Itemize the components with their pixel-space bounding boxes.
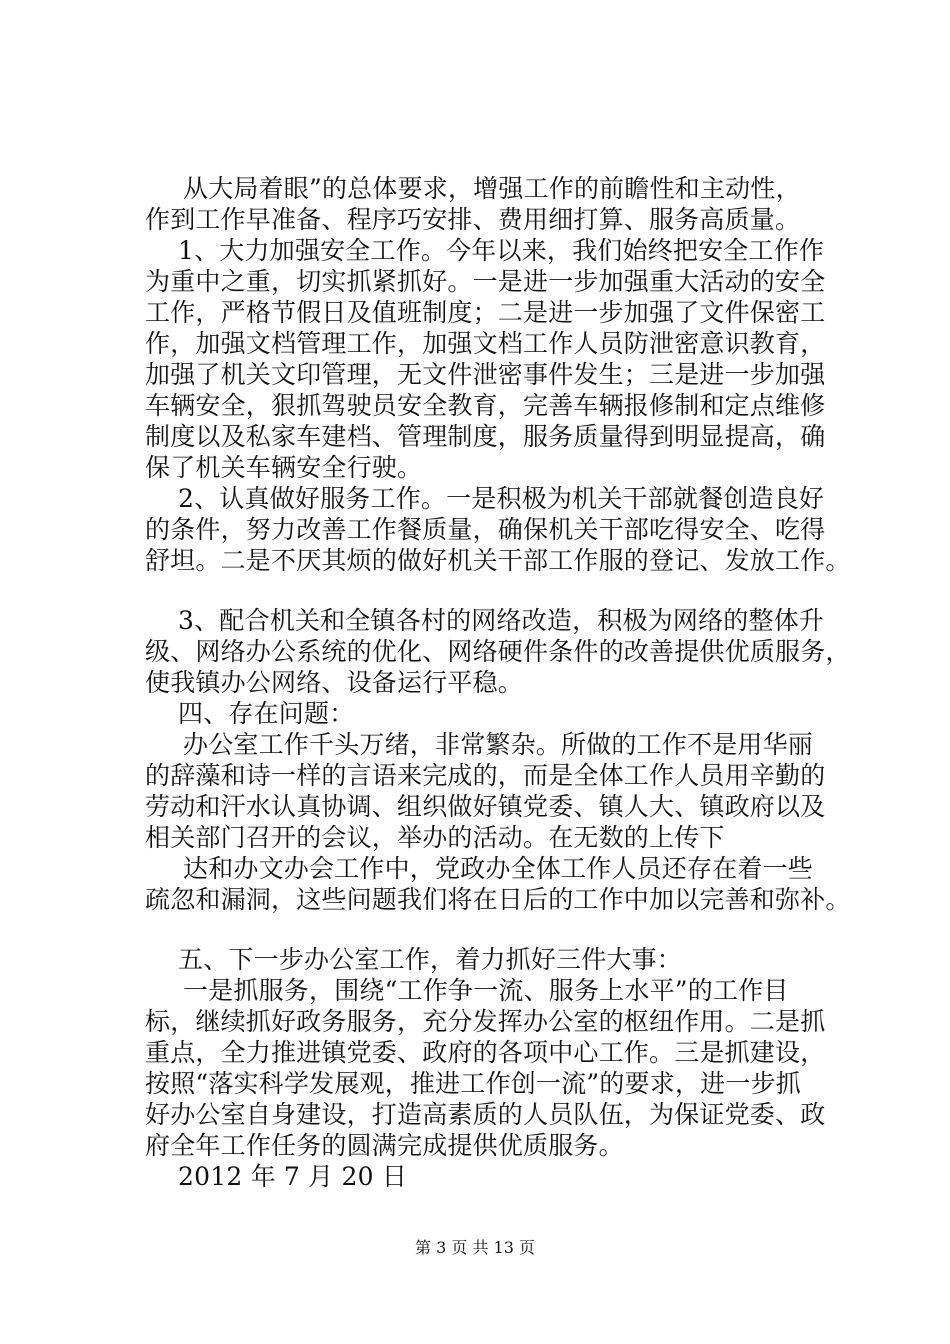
text-line: 办公室工作千头万绪，非常繁杂。所做的工作不是用华丽 <box>183 730 814 759</box>
text-line: 舒坦。二是不厌其烦的做好机关干部工作服的登记、发放工作。 <box>145 546 851 575</box>
text-line: 达和办文办会工作中，党政办全体工作人员还存在着一些 <box>183 854 814 883</box>
text-line: 一是抓服务，围绕“工作争一流、服务上水平”的工作目 <box>183 976 789 1005</box>
text-line: 府全年工作任务的圆满完成提供优质服务。 <box>145 1131 624 1160</box>
text-line: 作，加强文档管理工作，加强文档工作人员防泄密意识教育， <box>145 329 826 358</box>
text-line: 重点，全力推进镇党委、政府的各项中心工作。三是抓建设， <box>145 1038 826 1067</box>
text-line: 1、大力加强安全工作。今年以来，我们始终把安全工作作 <box>178 236 825 265</box>
text-line: 保了机关车辆安全行驶。 <box>145 453 423 482</box>
section-heading: 五、下一步办公室工作，着力抓好三件大事： <box>178 945 683 974</box>
text-line: 好办公室自身建设，打造高素质的人员队伍，为保证党委、政 <box>145 1100 826 1129</box>
text-line: 级、网络办公系统的优化、网络硬件条件的改善提供优质服务， <box>145 637 851 666</box>
text-line: 从大局着眼”的总体要求，增强工作的前瞻性和主动性， <box>183 174 801 203</box>
text-line: 劳动和汗水认真协调、组织做好镇党委、镇人大、镇政府以及 <box>145 792 826 821</box>
text-line: 作到工作早准备、程序巧安排、费用细打算、服务高质量。 <box>145 205 801 234</box>
section-heading: 四、存在问题： <box>178 699 355 728</box>
page-footer: 第 3 页 共 13 页 <box>415 1238 535 1257</box>
text-line: 工作，严格节假日及值班制度；二是进一步加强了文件保密工 <box>145 298 826 327</box>
text-line: 车辆安全，狠抓驾驶员安全教育，完善车辆报修制和定点维修 <box>145 391 826 420</box>
date-line: 2012 年 7 月 20 日 <box>178 1162 408 1191</box>
text-line: 为重中之重，切实抓紧抓好。一是进一步加强重大活动的安全 <box>145 267 826 296</box>
text-line: 3、配合机关和全镇各村的网络改造，积极为网络的整体升 <box>178 606 825 635</box>
text-line: 加强了机关文印管理，无文件泄密事件发生；三是进一步加强 <box>145 360 826 389</box>
text-line: 疏忽和漏洞，这些问题我们将在日后的工作中加以完善和弥补。 <box>145 885 851 914</box>
text-line: 的辞藻和诗一样的言语来完成的，而是全体工作人员用辛勤的 <box>145 761 826 790</box>
text-line: 2、认真做好服务工作。一是积极为机关干部就餐创造良好 <box>178 484 825 513</box>
text-line: 标，继续抓好政务服务，充分发挥办公室的枢纽作用。二是抓 <box>145 1007 826 1036</box>
text-line: 使我镇办公网络、设备运行平稳。 <box>145 668 524 697</box>
text-line: 制度以及私家车建档、管理制度，服务质量得到明显提高，确 <box>145 422 826 451</box>
text-line: 按照“落实科学发展观，推进工作创一流”的要求，进一步抓 <box>145 1069 801 1098</box>
text-line: 相关部门召开的会议，举办的活动。在无数的上传下 <box>145 823 725 852</box>
text-line: 的条件，努力改善工作餐质量，确保机关干部吃得安全、吃得 <box>145 515 826 544</box>
